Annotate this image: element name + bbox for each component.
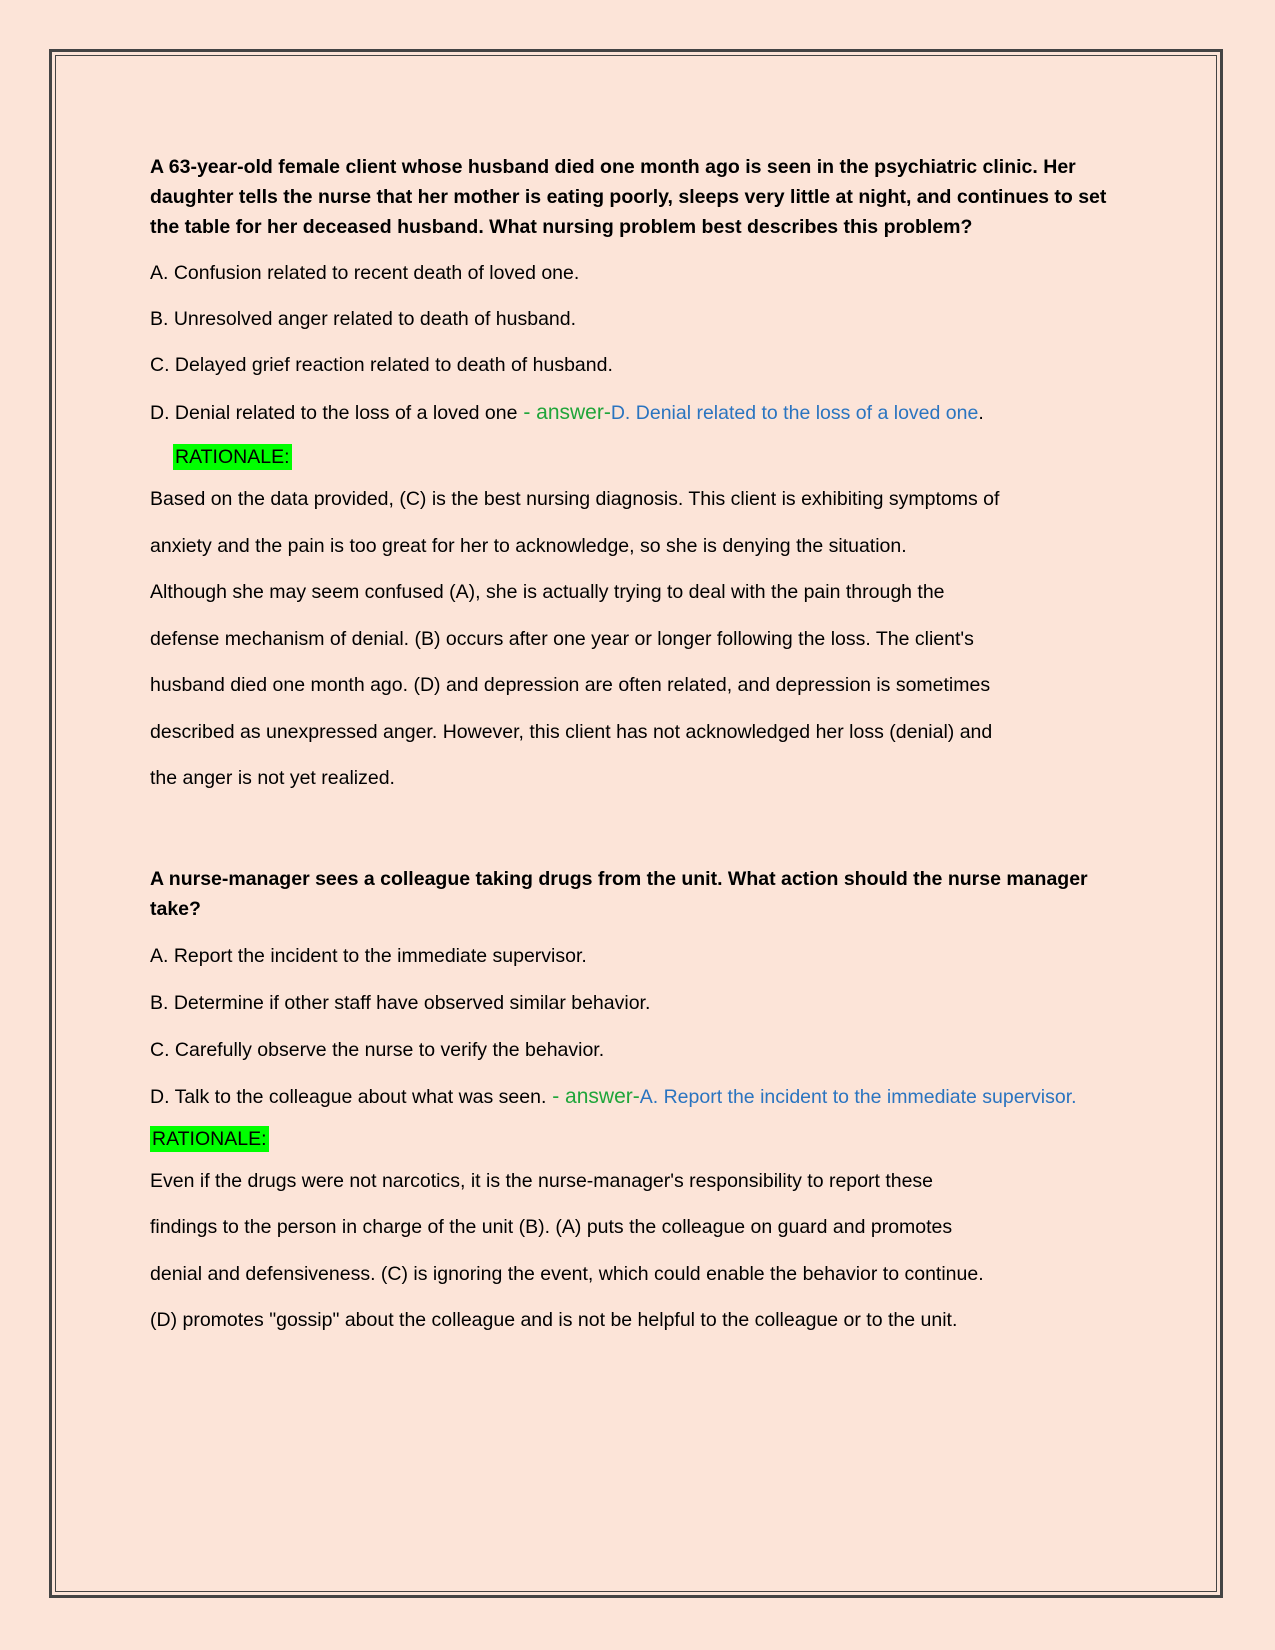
question-1-rationale-line: described as unexpressed anger. However, this client has not acknowledged her loss (denial) and xyxy=(150,720,993,743)
question-1-rationale-label: RATIONALE: xyxy=(175,446,290,468)
document-content xyxy=(150,152,1120,1344)
question-1-rationale-line: the anger is not yet realized. xyxy=(150,767,395,789)
question-2-text: A nurse-manager sees a colleague taking drugs from the unit. What action should the nurse manager take? xyxy=(150,867,1088,920)
question-2-rationale-line: findings to the person in charge of the unit (B). (A) puts the colleague on guard and promotes xyxy=(150,1216,953,1238)
question-2-option-d xyxy=(150,1083,1120,1111)
question-2-rationale xyxy=(150,1158,1120,1344)
question-1-answer-suffix: . xyxy=(978,402,984,424)
question-1-answer-prefix: - answer- xyxy=(517,401,611,424)
question-1-option-d-text: D. Denial related to the loss of a loved one xyxy=(150,402,518,424)
question-1-option-b: B. Unresolved anger related to death of husband. xyxy=(150,308,577,330)
question-1-rationale-label-wrap xyxy=(150,444,1120,470)
question-2-answer-prefix: - answer- xyxy=(546,1084,640,1108)
question-block-1 xyxy=(150,152,1120,802)
question-1-text: A 63-year-old female client whose husband died one month ago is seen in the psychiatric clinic. Her daughter tells the nurse that her mother is eating poorly, sleeps very little at night, and continues to set the table for her deceased husband. What nursing problem best describes this problem? xyxy=(150,156,1107,238)
question-2-rationale-line: Even if the drugs were not narcotics, it is the nurse-manager's responsibility to report these xyxy=(150,1169,934,1192)
question-1-rationale-line: defense mechanism of denial. (B) occurs after one year or longer following the loss. The client's xyxy=(150,627,974,650)
question-1-rationale-line: Based on the data provided, (C) is the best nursing diagnosis. This client is exhibiting symptoms of xyxy=(150,488,1000,510)
question-2-rationale-line: (D) promotes "gossip" about the colleague and is not be helpful to the colleague or to the unit. xyxy=(150,1309,958,1331)
question-2-option-a: A. Report the incident to the immediate supervisor. xyxy=(150,944,587,967)
question-2-rationale-label-wrap xyxy=(150,1126,1120,1152)
question-2-rationale-label: RATIONALE: xyxy=(152,1127,267,1150)
question-2-option-b: B. Determine if other staff have observed similar behavior. xyxy=(150,991,651,1014)
question-2-option-d-text: D. Talk to the colleague about what was seen. xyxy=(150,1085,547,1108)
question-1-option-a: A. Confusion related to recent death of loved one. xyxy=(150,262,580,284)
question-2-option-c: C. Carefully observe the nurse to verify the behavior. xyxy=(150,1038,605,1061)
question-1-option-d xyxy=(150,399,1120,427)
question-1-rationale-line: husband died one month ago. (D) and depression are often related, and depression is sometimes xyxy=(150,674,991,696)
question-2-answer-text: A. Report the incident to the immediate supervisor. xyxy=(639,1085,1077,1108)
question-1-option-c: C. Delayed grief reaction related to death of husband. xyxy=(150,354,613,376)
question-1-rationale-line: anxiety and the pain is too great for her to acknowledge, so she is denying the situation. xyxy=(150,534,907,557)
question-1-rationale xyxy=(150,476,1120,802)
question-2-rationale-line: denial and defensiveness. (C) is ignoring the event, which could enable the behavior to continue. xyxy=(150,1262,984,1285)
question-block-2 xyxy=(150,864,1120,1344)
question-1-answer-text: D. Denial related to the loss of a loved one xyxy=(610,402,979,424)
question-1-rationale-line: Although she may seem confused (A), she is actually trying to deal with the pain through the xyxy=(150,581,945,603)
